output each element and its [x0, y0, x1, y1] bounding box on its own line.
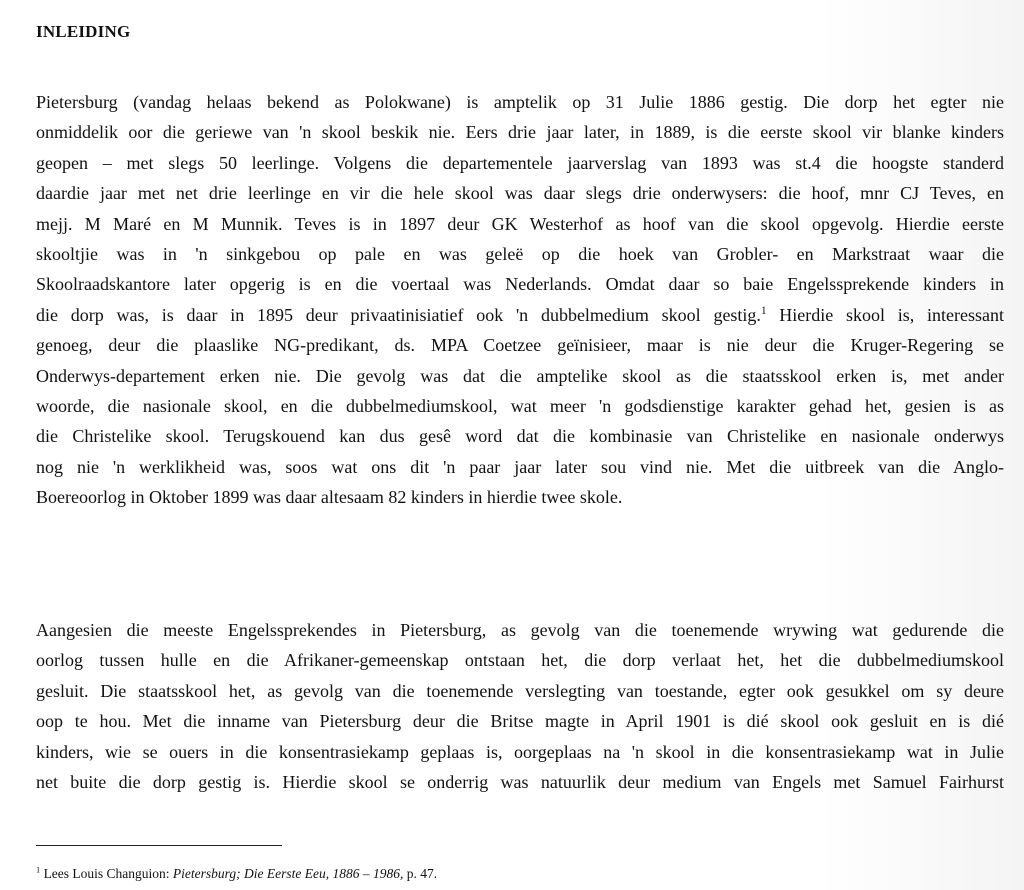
footnote — [36, 866, 437, 882]
footnote-marker: 1 — [36, 865, 41, 875]
paragraph-line: daardie jaar met net drie leerlinge en vir die hele skool was daar slegs drie onderwysers: die hoof, mnr CJ Teves, en — [36, 183, 1004, 204]
section-heading: INLEIDING — [36, 22, 131, 41]
footnote-title: Pietersburg; Die Eerste Eeu, 1886 – 1986, — [172, 866, 404, 881]
paragraph-line-text: die dorp was, is daar in 1895 deur privaatinisiatief ook 'n dubbelmedium skool gestig. — [36, 304, 761, 325]
paragraph-line: Aangesien die meeste Engelssprekendes in Pietersburg, as gevolg van die toenemende wrywing wat gedurende die — [36, 620, 1004, 640]
paragraph-1 — [36, 87, 1004, 512]
paragraph-line: oop te hou. Met die inname van Pietersburg deur die Britse magte in April 1901 is dié skool ook gesluit en is dié — [36, 711, 1004, 732]
paragraph-line: mejj. M Maré en M Munnik. Teves is in 1897 deur GK Westerhof as hoof van die skool opgevolg. Hierdie eerste — [36, 213, 1004, 234]
footnote-suffix: p. 47. — [403, 866, 438, 881]
paragraph-line: die Christelike skool. Terugskouend kan dus gesê word dat die kombinasie van Christelike en nasionale onderwys — [36, 426, 1004, 447]
paragraph-line: Skoolraadskantore later opgerig is en die voertaal was Nederlands. Omdat daar so baie Engelssprekende kinders in — [36, 274, 1004, 295]
paragraph-line: skooltjie was in 'n sinkgebou op pale en was geleë op die hoek van Grobler- en Markstraat waar die — [36, 243, 1004, 264]
paragraph-line: onmiddelik oor die geriewe van 'n skool beskik nie. Eers drie jaar later, in 1889, is die eerste skool vir blanke kinders — [36, 122, 1004, 143]
footnote-reference[interactable]: 1 — [760, 304, 767, 317]
paragraph-line: nog nie 'n werklikheid was, soos wat ons dit 'n paar jaar later sou vind nie. Met die uitbreek van die Anglo- — [36, 456, 1004, 477]
paragraph-line: kinders, wie se ouers in die konsentrasiekamp geplaas is, oorgeplaas na 'n skool in die konsentrasiekamp wat in Julie — [36, 741, 1004, 762]
footnote-prefix: Lees Louis Changuion: — [40, 866, 173, 881]
paragraph-line: genoeg, deur die plaaslike NG-predikant, ds. MPA Coetzee geïnisieer, maar is nie deur die Kruger-Regering se — [36, 335, 1004, 356]
paragraph-line: geopen – met slegs 50 leerlinge. Volgens die departementele jaarverslag van 1893 was st.4 die hoogste standerd — [36, 152, 1004, 173]
footnote-separator — [36, 845, 282, 846]
paragraph-line-with-footnote-ref — [36, 300, 1004, 330]
paragraph-line-text: Hierdie skool is, interessant — [766, 304, 1004, 325]
paragraph-2 — [36, 615, 1004, 797]
paragraph-line: net buite die dorp gestig is. Hierdie skool se onderrig was natuurlik deur medium van Engels met Samuel Fairhurst — [36, 771, 1004, 792]
paragraph-line: Pietersburg (vandag helaas bekend as Polokwane) is amptelik op 31 Julie 1886 gestig. Die dorp het egter nie — [36, 92, 1004, 112]
paragraph-line: oorlog tussen hulle en die Afrikaner-gemeenskap ontstaan het, die dorp verlaat het, het die dubbelmediumskool — [36, 650, 1004, 671]
paragraph-line: gesluit. Die staatsskool het, as gevolg van die toenemende verslegting van toestande, egter ook gesukkel om sy deure — [36, 680, 1004, 701]
paragraph-line: woorde, die nasionale skool, en die dubbelmediumskool, wat meer 'n godsdienstige karakter gehad het, gesien is as — [36, 395, 1004, 416]
paragraph-line: Onderwys-departement erken nie. Die gevolg was dat die amptelike skool as die staatsskool erken is, met ander — [36, 365, 1004, 386]
paragraph-line: Boereoorlog in Oktober 1899 was daar altesaam 82 kinders in hierdie twee skole. — [36, 487, 623, 508]
